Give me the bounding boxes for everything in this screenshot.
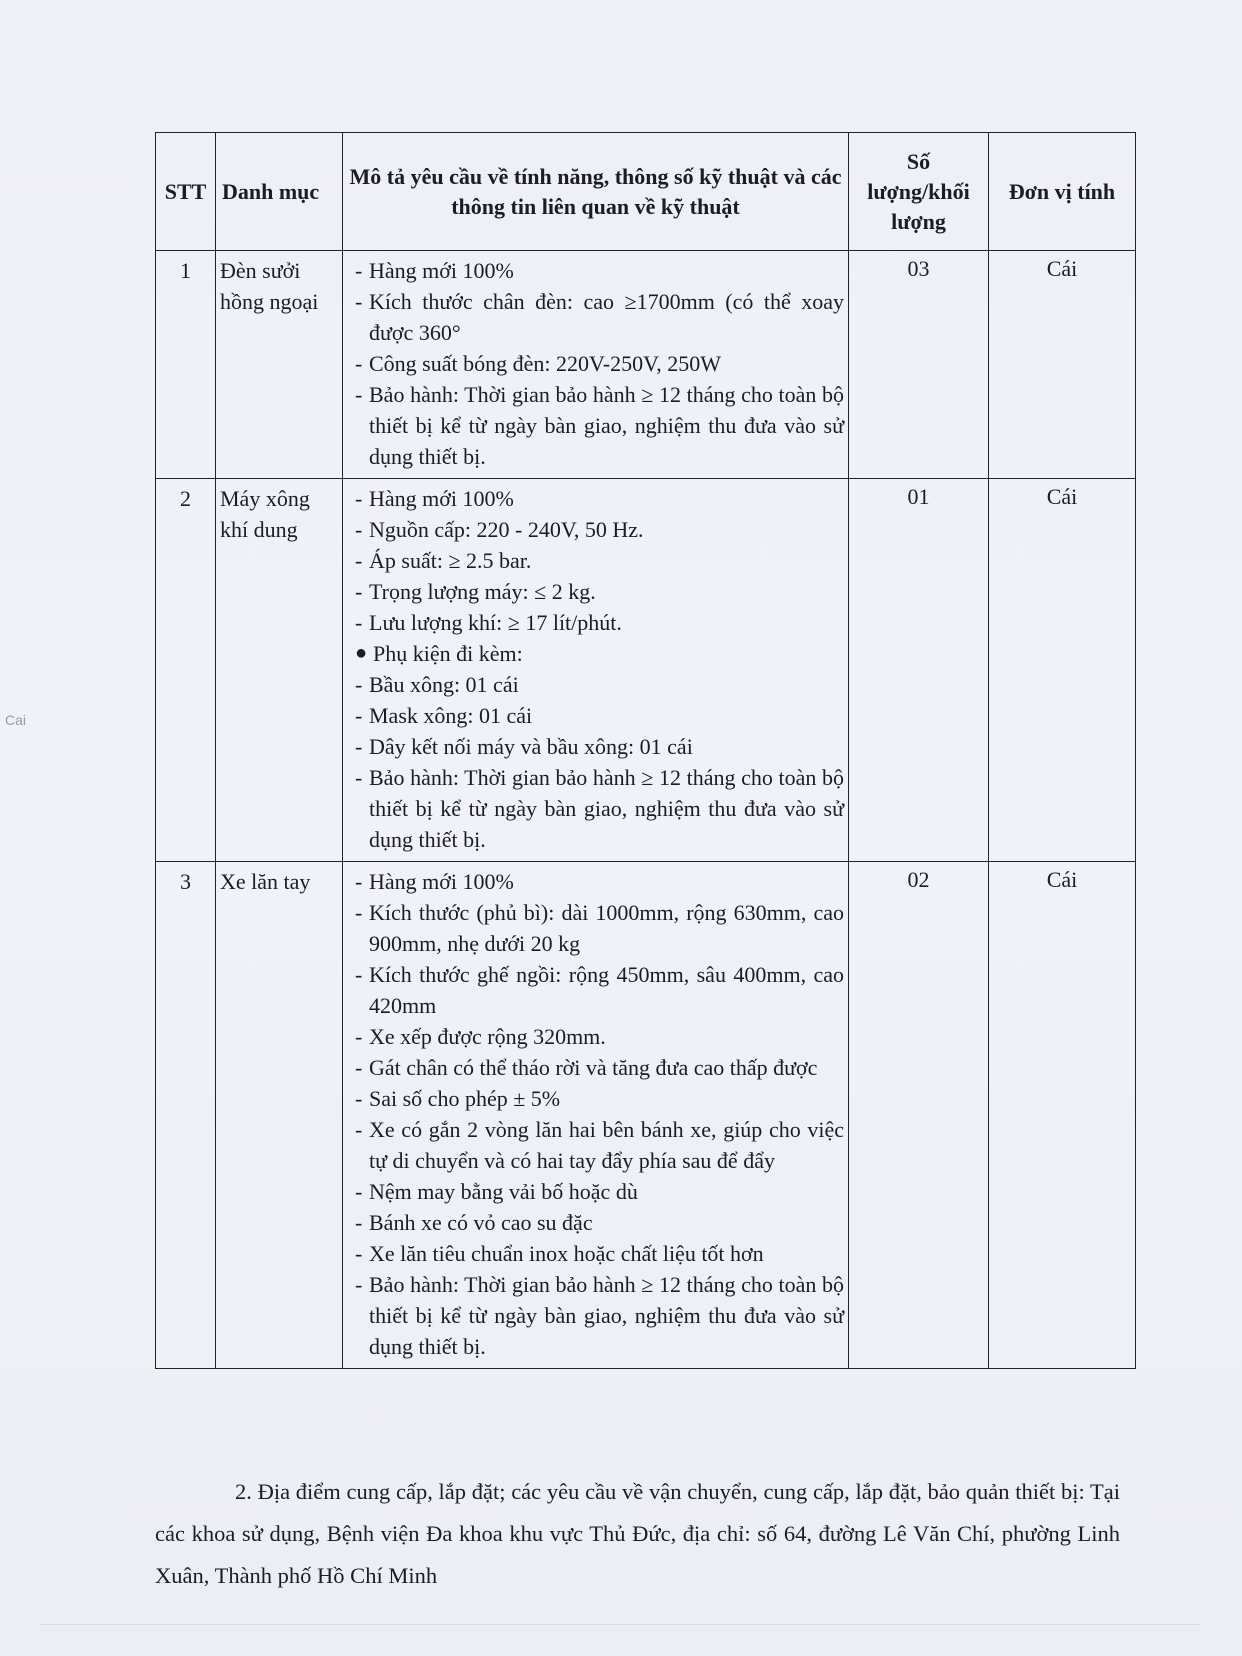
list-item: - Mask xông: 01 cái (355, 703, 533, 728)
header-name: Danh mục (216, 133, 343, 251)
row-name: Xe lăn tay (216, 862, 343, 1369)
row-stt: 1 (156, 251, 216, 479)
list-item: - Bảo hành: Thời gian bảo hành ≥ 12 tháng cho toàn bộ thiết bị kể từ ngày bàn giao, nghiệm thu đưa vào sử dụng thiết bị. (355, 382, 844, 469)
list-item: - Hàng mới 100% (355, 869, 514, 894)
row-stt: 2 (156, 479, 216, 862)
scan-edge-line (40, 1624, 1200, 1625)
list-item: - Sai số cho phép ± 5% (355, 1086, 561, 1111)
row-unit: Cái (989, 479, 1136, 862)
margin-artifact: Cai (5, 712, 27, 728)
list-item: - Bánh xe có vỏ cao su đặc (355, 1210, 593, 1235)
list-item: - Kích thước chân đèn: cao ≥1700mm (có thể xoay được 360° (355, 289, 844, 345)
list-item: - Hàng mới 100% (355, 486, 514, 511)
list-item: - Kích thước (phủ bì): dài 1000mm, rộng 630mm, cao 900mm, nhẹ dưới 20 kg (355, 900, 844, 956)
row-desc (343, 479, 849, 862)
header-qty: Số lượng/khối lượng (849, 133, 989, 251)
table-row (156, 862, 1136, 1369)
accessory-heading: ● Phụ kiện đi kèm: (355, 638, 844, 669)
table-header-row (156, 133, 1136, 251)
list-item: - Lưu lượng khí: ≥ 17 lít/phút. (355, 610, 622, 635)
spec-table (155, 132, 1136, 1369)
table-row (156, 479, 1136, 862)
row-desc (343, 251, 849, 479)
list-item: - Xe xếp được rộng 320mm. (355, 1024, 606, 1049)
row-unit: Cái (989, 862, 1136, 1369)
list-item: - Bảo hành: Thời gian bảo hành ≥ 12 tháng cho toàn bộ thiết bị kể từ ngày bàn giao, nghiệm thu đưa vào sử dụng thiết bị. (355, 1272, 844, 1359)
list-item: - Nệm may bằng vải bố hoặc dù (355, 1179, 638, 1204)
list-item: - Xe có gắn 2 vòng lăn hai bên bánh xe, giúp cho việc tự di chuyển và có hai tay đẩy phía sau để đẩy (355, 1117, 844, 1173)
row-qty: 01 (849, 479, 989, 862)
closing-paragraph: 2. Địa điểm cung cấp, lắp đặt; các yêu cầu về vận chuyển, cung cấp, lắp đặt, bảo quản thiết bị: Tại các khoa sử dụng, Bệnh viện Đa khoa khu vực Thủ Đức, địa chỉ: số 64, đường Lê Văn Chí, phường Linh Xuân, Thành phố Hồ Chí Minh (155, 1478, 1120, 1588)
list-item: - Công suất bóng đèn: 220V-250V, 250W (355, 351, 721, 376)
list-item: - Bầu xông: 01 cái (355, 672, 519, 697)
row-qty: 03 (849, 251, 989, 479)
list-item: - Hàng mới 100% (355, 258, 514, 283)
list-item: - Nguồn cấp: 220 - 240V, 50 Hz. (355, 517, 644, 542)
row-desc (343, 862, 849, 1369)
header-stt: STT (156, 133, 216, 251)
row-name: Máy xông khí dung (216, 479, 343, 862)
list-item: - Xe lăn tiêu chuẩn inox hoặc chất liệu tốt hơn (355, 1241, 764, 1266)
list-item: - Gát chân có thể tháo rời và tăng đưa cao thấp được (355, 1055, 818, 1080)
row-unit: Cái (989, 251, 1136, 479)
row-stt: 3 (156, 862, 216, 1369)
table-row (156, 251, 1136, 479)
list-item: - Bảo hành: Thời gian bảo hành ≥ 12 tháng cho toàn bộ thiết bị kể từ ngày bàn giao, nghiệm thu đưa vào sử dụng thiết bị. (355, 765, 844, 852)
list-item: - Trọng lượng máy: ≤ 2 kg. (355, 579, 596, 604)
row-qty: 02 (849, 862, 989, 1369)
bullet-icon: ● (355, 642, 368, 664)
list-item: - Áp suất: ≥ 2.5 bar. (355, 548, 532, 573)
list-item: - Dây kết nối máy và bầu xông: 01 cái (355, 734, 693, 759)
header-unit: Đơn vị tính (989, 133, 1136, 251)
list-item: - Kích thước ghế ngồi: rộng 450mm, sâu 400mm, cao 420mm (355, 962, 844, 1018)
header-desc: Mô tả yêu cầu về tính năng, thông số kỹ thuật và các thông tin liên quan về kỹ thuật (343, 133, 849, 251)
row-name: Đèn sưởi hồng ngoại (216, 251, 343, 479)
